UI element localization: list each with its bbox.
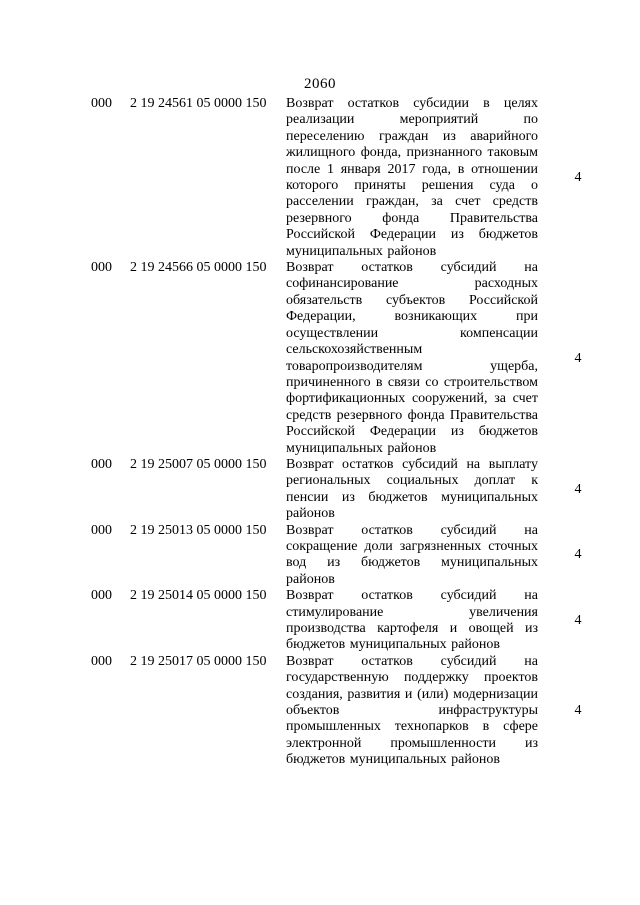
row-description: Возврат остатков субсидий на софинансирование расходных обязательств субъектов Российской Федерации, возникающих при осуществлении компенсации сельскохозяйственным товаропроизводителям ущерба, причиненного в связи со строительством фортификационных сооружений, за счет средств резервного фонда Правительства Российской Федерации из бюджетов муниципальных районов [286, 260, 538, 456]
table-row [0, 588, 640, 654]
budget-classification-code: 2 19 25007 05 0000 150 [130, 456, 267, 472]
admin-code: 000 [91, 588, 112, 604]
row-value: 4 [574, 703, 582, 719]
admin-code: 000 [91, 96, 112, 111]
row-value: 4 [574, 350, 582, 366]
row-description: Возврат остатков субсидий на сокращение доли загрязненных сточных вод из бюджетов муниципальных районов [286, 522, 538, 587]
budget-classification-code: 2 19 25013 05 0000 150 [130, 522, 267, 538]
budget-classification-code: 2 19 24561 05 0000 150 [130, 96, 267, 111]
table-row [0, 523, 640, 589]
table-row [0, 457, 640, 523]
row-description: Возврат остатков субсидий на стимулирование увеличения производства картофеля и овощей из бюджетов муниципальных районов [286, 588, 538, 653]
row-value: 4 [574, 613, 582, 628]
table-row [0, 654, 640, 769]
budget-classification-code: 2 19 25014 05 0000 150 [130, 588, 267, 604]
budget-classification-code: 2 19 25017 05 0000 150 [130, 653, 267, 669]
admin-code: 000 [91, 653, 112, 669]
admin-code: 000 [91, 522, 112, 538]
budget-code-table [0, 96, 640, 769]
row-description: Возврат остатков субсидий на государственную поддержку проектов создания, развития и (или) модернизации объектов инфраструктуры промышленных технопарков в сфере электронной промышленности из бюджетов муниципальных районов [286, 653, 538, 768]
row-value: 4 [574, 481, 582, 497]
budget-classification-code: 2 19 24566 05 0000 150 [130, 260, 267, 276]
table-row [0, 260, 640, 457]
admin-code: 000 [91, 456, 112, 472]
admin-code: 000 [91, 260, 112, 276]
row-description: Возврат остатков субсидий на выплату региональных социальных доплат к пенсии из бюджетов муниципальных районов [286, 456, 538, 522]
row-value: 4 [574, 170, 582, 186]
page-number: 2060 [304, 76, 336, 92]
row-value: 4 [574, 547, 582, 563]
row-description: Возврат остатков субсидии в целях реализации мероприятий по переселению граждан из аварийного жилищного фонда, признанного таковым после 1 января 2017 года, в отношении которого приняты решения суда о расселении граждан, за счет средств резервного фонда Правительства Российской Федерации из бюджетов муниципальных районов [286, 96, 538, 259]
table-row [0, 96, 640, 260]
